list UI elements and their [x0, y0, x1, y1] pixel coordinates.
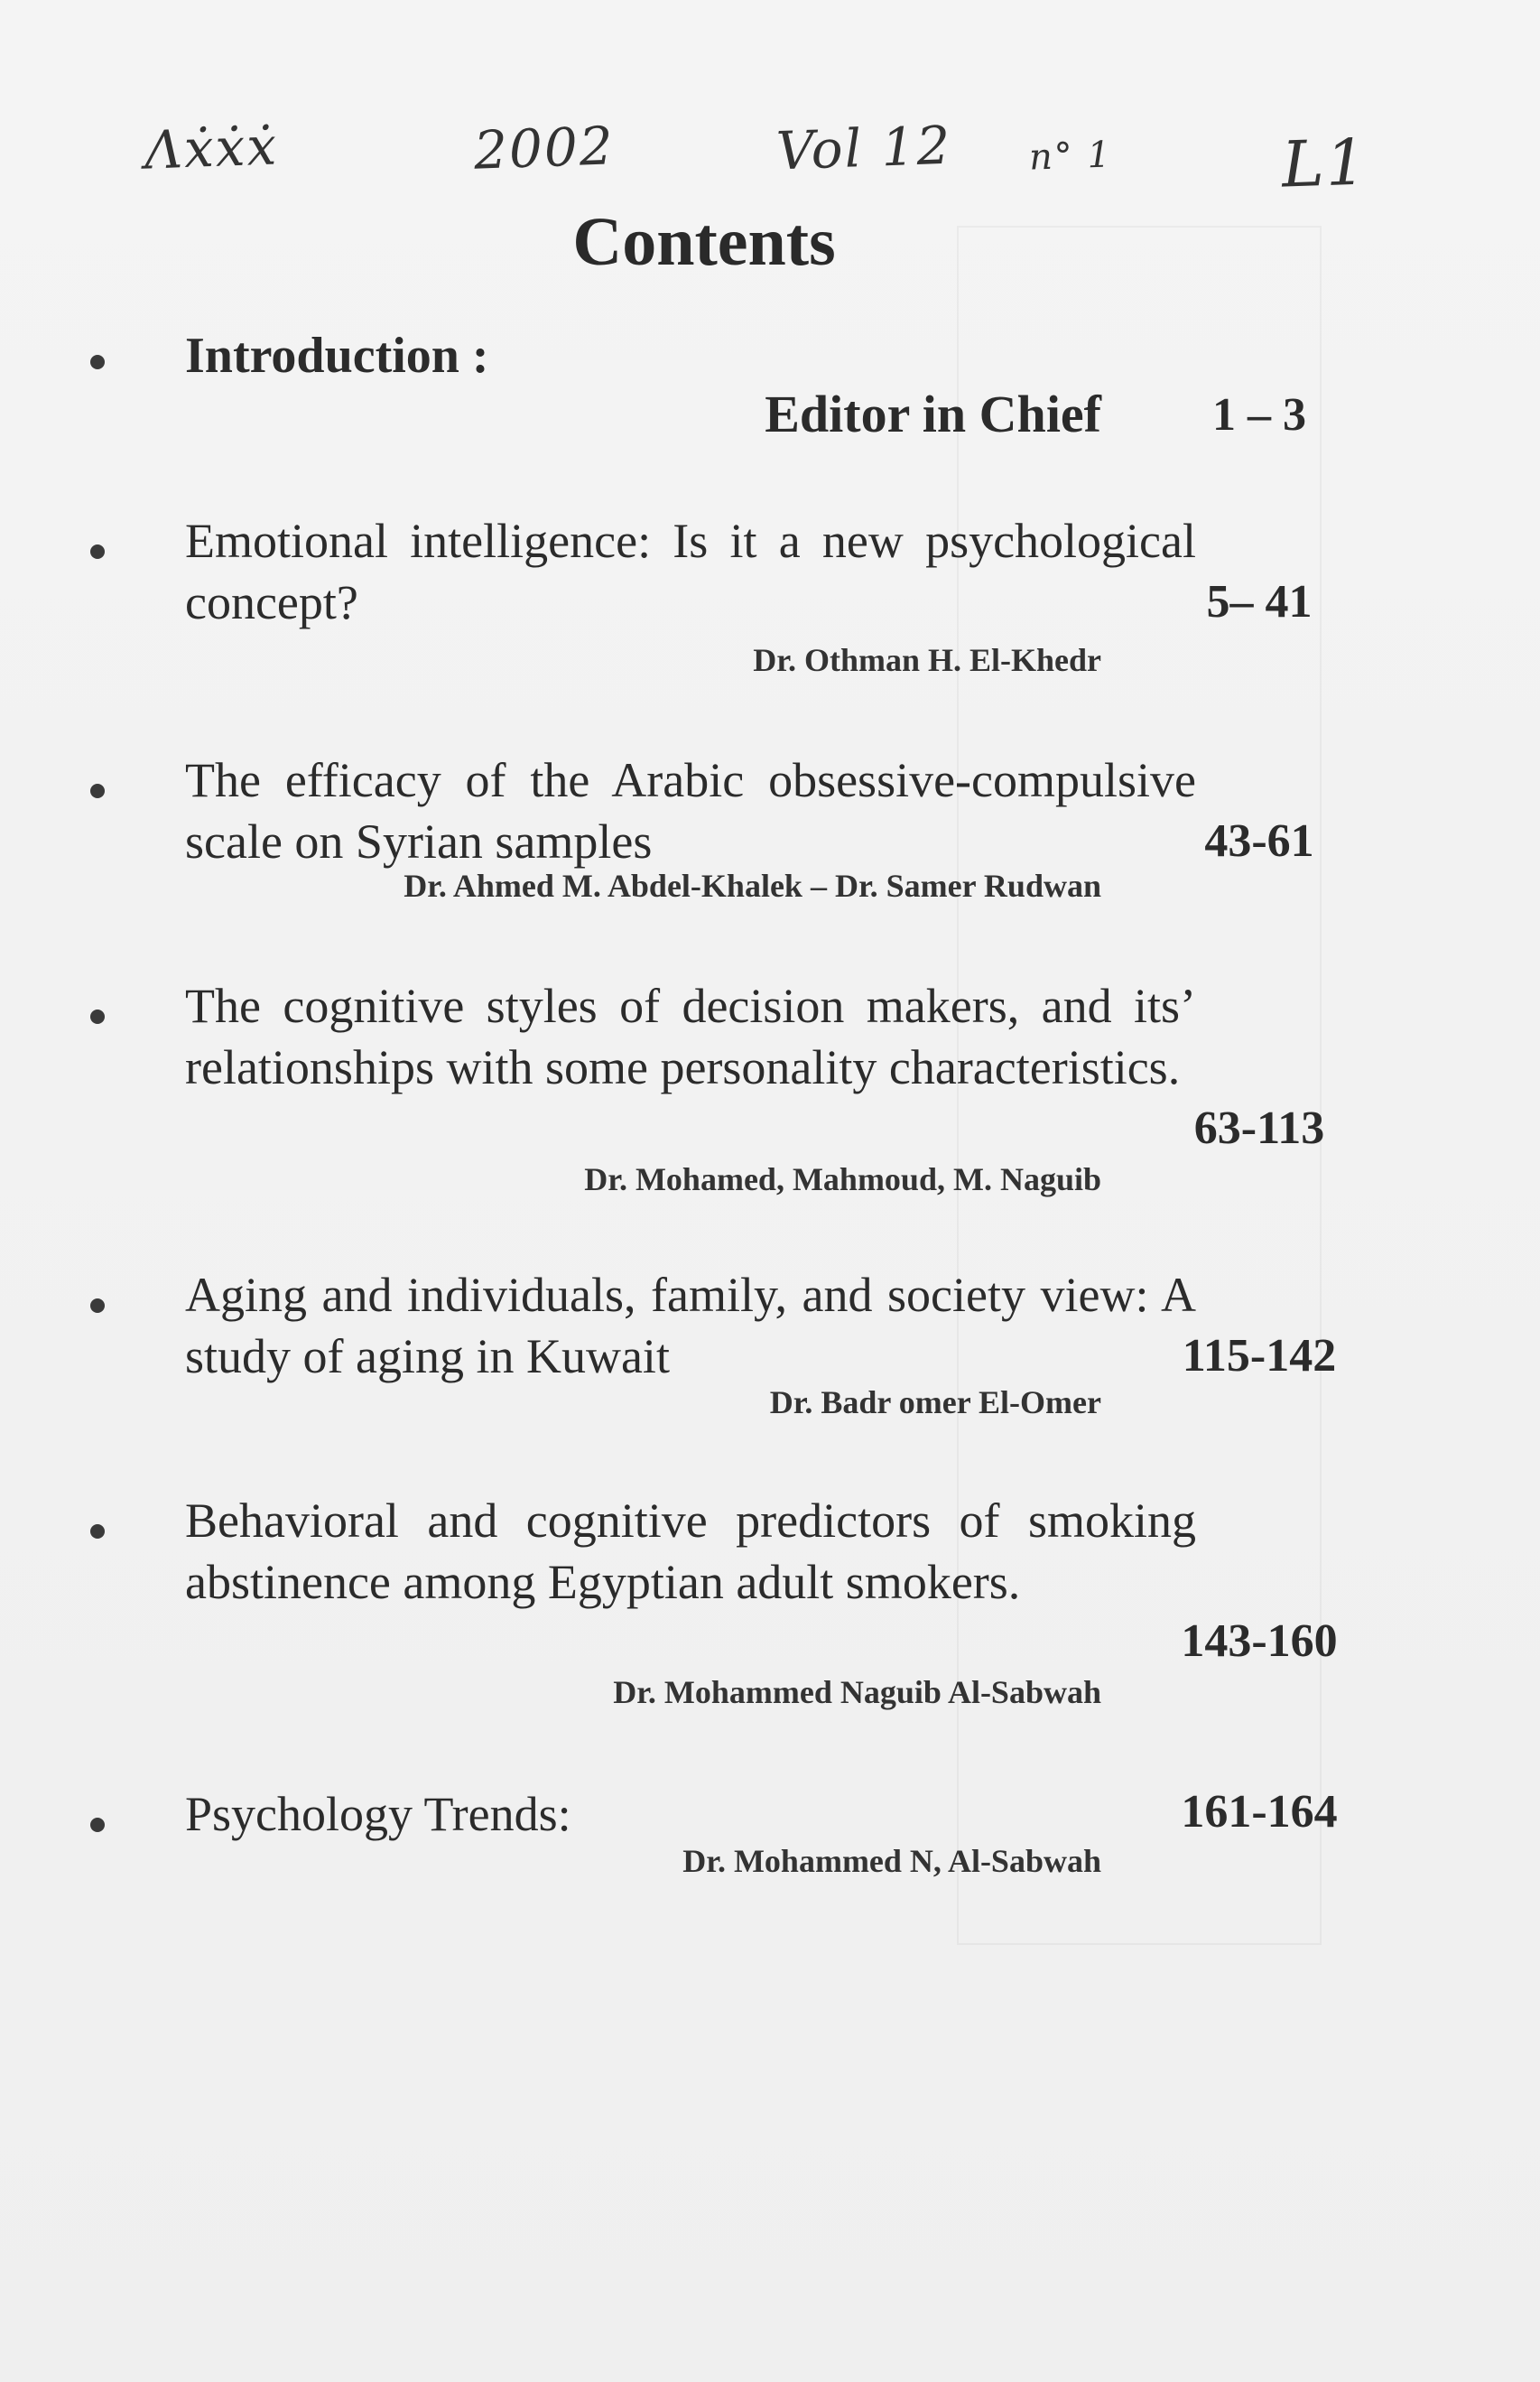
toc-entry [90, 510, 1354, 691]
entry-author: Dr. Mohammed N, Al-Sabwah [682, 1843, 1101, 1879]
toc-entry [90, 975, 1354, 1219]
bullet-icon [90, 1298, 105, 1313]
handwritten-note-issue: n° 1 [1028, 134, 1113, 179]
entry-title: Behavioral and cognitive predictors of smoking abstinence among Egyptian adult smokers. [185, 1493, 1196, 1609]
entry-author: Dr. Mohamed, Mahmoud, M. Naguib [584, 1161, 1101, 1197]
bullet-icon [90, 544, 105, 559]
handwritten-note-shelf: L1 [1280, 125, 1369, 202]
entry-pages: 43-61 [1204, 815, 1314, 867]
toc-entry [90, 1490, 1354, 1734]
entry-title: Emotional intelligence: Is it a new psychological concept? [185, 514, 1196, 629]
entry-author: Dr. Mohammed Naguib Al-Sabwah [613, 1674, 1101, 1710]
entry-author: Dr. Othman H. El-Khedr [753, 642, 1101, 678]
entry-pages: 161-164 [1181, 1786, 1338, 1838]
bullet-icon [90, 1818, 105, 1832]
page-title: Contents [572, 204, 836, 280]
bullet-icon [90, 1010, 105, 1024]
entry-pages: 143-160 [1181, 1615, 1338, 1667]
entry-author: Dr. Badr omer El-Omer [769, 1384, 1101, 1420]
entry-title: The efficacy of the Arabic obsessive-compulsive scale on Syrian samples [185, 753, 1196, 869]
entry-pages: 63-113 [1193, 1103, 1325, 1154]
entry-pages: 1 – 3 [1212, 389, 1306, 441]
entry-title: Aging and individuals, family, and society view: A study of aging in Kuwait [185, 1268, 1196, 1383]
bullet-icon [90, 784, 105, 798]
entry-pages: 115-142 [1182, 1330, 1337, 1382]
toc-entry [90, 1783, 1354, 1910]
entry-title: The cognitive styles of decision makers, and its’ relationships with some personality characteristics. [185, 979, 1196, 1094]
handwritten-note-catalog-number: Λẋẋẋ [143, 115, 280, 181]
handwritten-note-year: 2002 [472, 115, 616, 181]
entry-title: Psychology Trends: [185, 1787, 571, 1841]
toc-entry [90, 749, 1354, 930]
entry-pages: 5– 41 [1206, 576, 1313, 628]
handwritten-note-volume: Vol 12 [775, 114, 953, 182]
toc-entry [90, 1264, 1354, 1445]
entry-author: Dr. Ahmed M. Abdel-Khalek – Dr. Samer Rudwan [404, 868, 1101, 904]
bullet-icon [90, 355, 105, 369]
toc-entry-introduction [90, 316, 1354, 442]
entry-author: Editor in Chief [765, 385, 1101, 443]
entry-title: Introduction : [185, 328, 489, 384]
bullet-icon [90, 1524, 105, 1539]
